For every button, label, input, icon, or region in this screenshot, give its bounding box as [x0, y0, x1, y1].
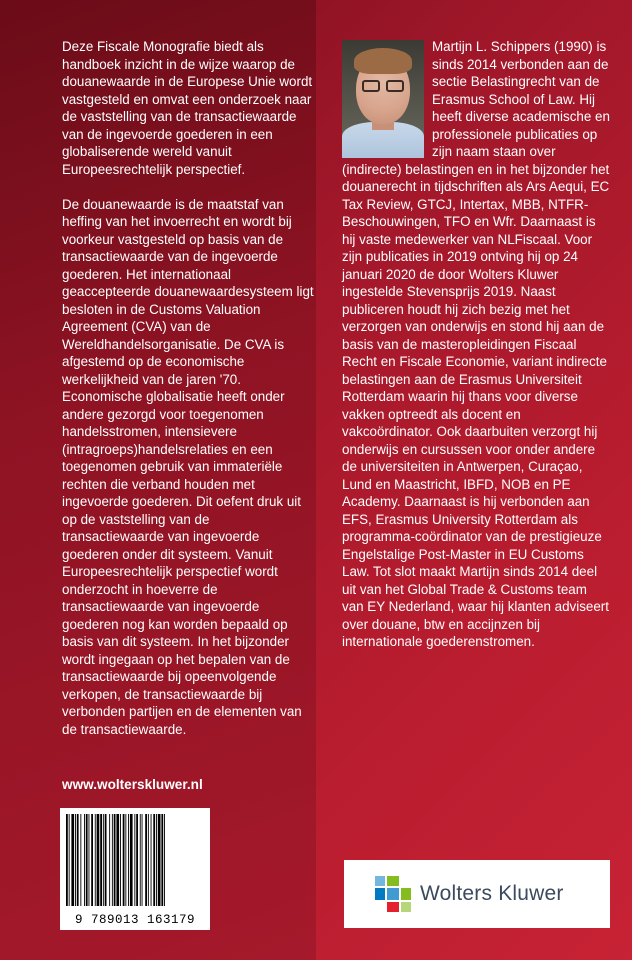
author-bio: [342, 38, 610, 651]
isbn-barcode: [60, 808, 210, 930]
publisher-name: Wolters Kluwer: [420, 882, 564, 905]
description-paragraph-2: De douanewaarde is de maatstaf van heffing van het invoerrecht en wordt bij voorkeur vastgesteld op basis van de transactiewaarde van de ingevoerde goederen. Het internationaal geaccepteerde douanewaardesysteem ligt besloten in de Customs Valuation Agreement (CVA) van de Wereldhandelsorganisatie. De CVA is afgestemd op de economische werkelijkheid van de jaren '70. Economische globalisatie heeft onder andere gezorgd voor toegenomen handelsstromen, intensievere (intragroeps)handelsrelaties en een toegenomen gebruik van immateriële rechten die verband houden met ingevoerde goederen. Dit oefent druk uit op de vaststelling van de transactiewaarde van ingevoerde goederen onder dit systeem. Vanuit Europeesrechtelijk perspectief wordt onderzocht in hoeverre de transactiewaarde van ingevoerde goederen nog kan worden bepaald op basis van dit systeem. In het bijzonder wordt ingegaan op het bepalen van de transactiewaarde bij opeenvolgende verkopen, de transactiewaarde bij verbonden partijen en de elementen van de transactiewaarde.: [62, 196, 314, 737]
description-paragraph-1: Deze Fiscale Monografie biedt als handboek inzicht in de wijze waarop de douanewaarde in de Europese Unie wordt vastgesteld en omvat een onderzoek naar de vaststelling van de transactiewaarde van de ingevoerde goederen in een globaliserende wereld vanuit Europeesrechtelijk perspectief.: [62, 39, 313, 177]
publisher-logo: [344, 860, 610, 928]
isbn-number: 9 789013 163179: [74, 913, 196, 927]
book-description: [62, 38, 314, 756]
barcode-bars: [64, 814, 206, 906]
website-url: www.wolterskluwer.nl: [62, 777, 203, 792]
author-photo: [342, 40, 424, 158]
wolters-kluwer-logo-icon: [374, 875, 412, 913]
author-bio-text: Martijn L. Schippers (1990) is sinds 2014 verbonden aan de sectie Belastingrecht van de Erasmus School of Law. Hij heeft diverse academische en professionele publicaties op zijn naam staan over (indirecte) belastingen en in het bijzonder het douanerecht in tijdschriften als Ars Aequi, EC Tax Review, GTCJ, Intertax, MBB, NTFR-Beschouwingen, TFO en Wfr. Daarnaast is hij vaste medewerker van NLFiscaal. Voor zijn publicaties in 2019 ontving hij op 24 januari 2020 de door Wolters Kluwer ingestelde Stevensprijs 2019. Naast publiceren houdt hij zich bezig met het verzorgen van onderwijs en stond hij aan de basis van de masteropleidingen Fiscaal Recht en Fiscale Economie, variant indirecte belastingen aan de Erasmus Universiteit Rotterdam waarin hij thans voor diverse vakken optreedt als docent en vakcoördinator. Ook daarbuiten verzorgt hij onderwijs en cursussen voor onder andere de universiteiten in Antwerpen, Curaçao, Lund en Maastricht, IBFD, NOB en PE Academy. Daarnaast is hij verbonden aan EFS, Erasmus University Rotterdam als programma-coördinator van de prestigieuze Engelstalige Post-Master in EU Customs Law. Tot slot maakt Martijn sinds 2014 deel uit van het Global Trade & Customs team van EY Nederland, waar hij klanten adviseert over douane, btw en accijnzen bij internationale goederenstromen.: [342, 39, 610, 649]
